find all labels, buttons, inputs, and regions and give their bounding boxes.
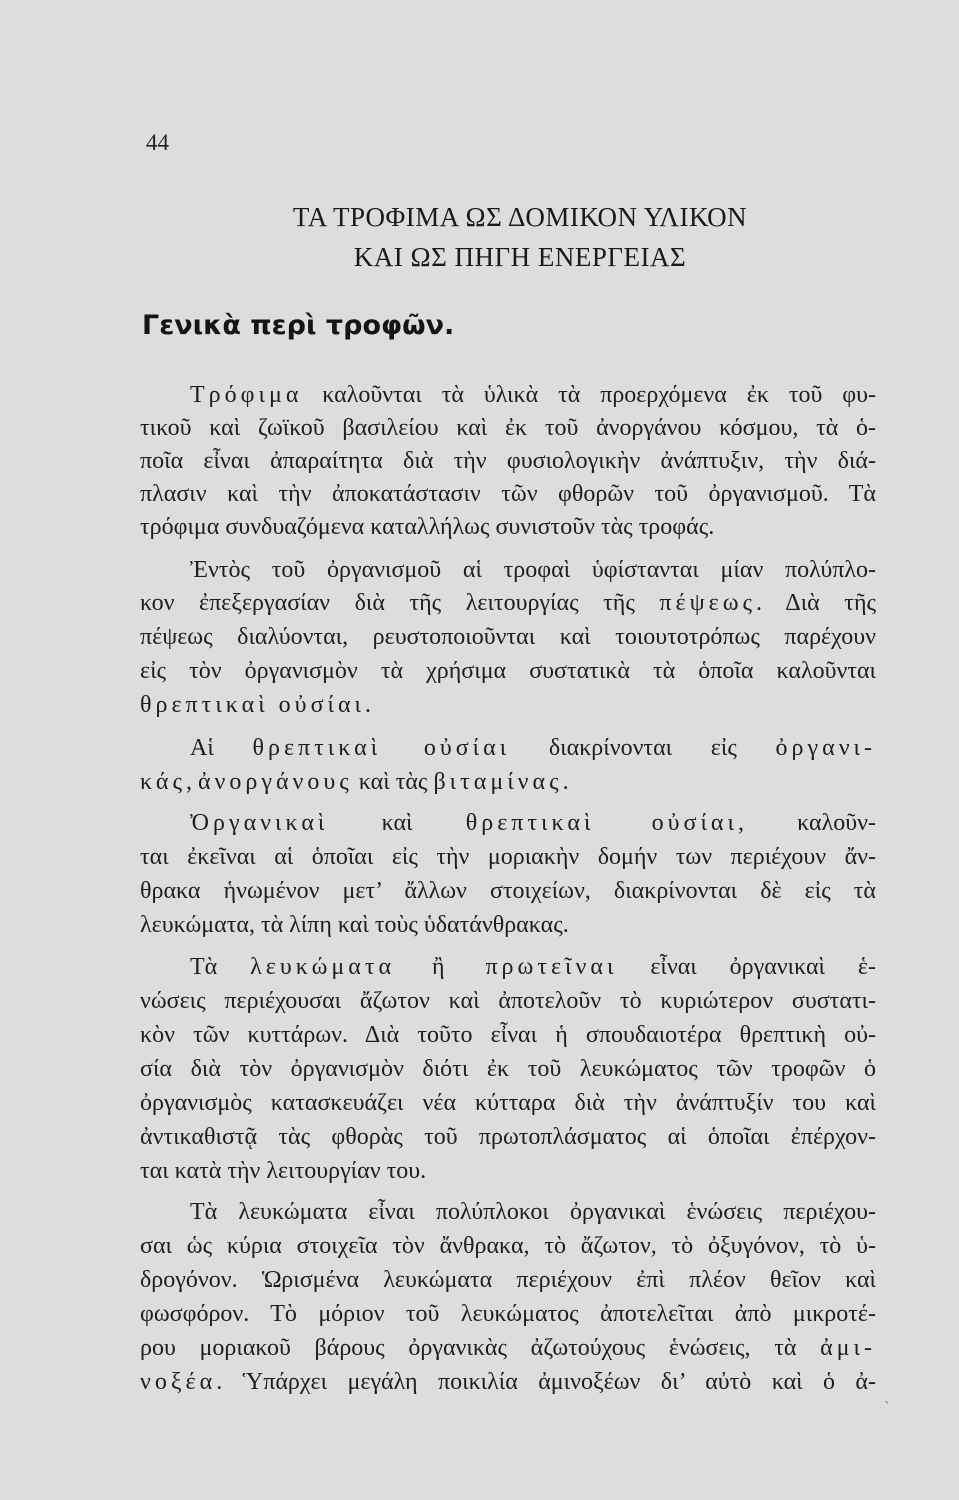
text-line: θρεπτικαὶ οὐσίαι. (140, 692, 371, 718)
text-line: Τὰ λευκώματα εἶναι πολύπλοκοι ὀργανικαὶ ἑνώσεις περιέχου- (190, 1199, 876, 1225)
text-line: νοξέα. Ὑπάρχει μεγάλη ποικιλία ἀμινοξέων δι’ αὐτὸ καὶ ὁ ἀ- (140, 1369, 876, 1395)
text-line: ρου μοριακοῦ βάρους ὀργανικὰς ἀζωτούχους ἑνώσεις, τὰ ἀμι- (140, 1335, 876, 1361)
text-line: κάς, ἀνοργάνους καὶ τὰς βιταμίνας. (140, 769, 569, 795)
text-line: ποῖα εἶναι ἀπαραίτητα διὰ τὴν φυσιολογικὴν ἀνάπτυξιν, τὴν διά- (140, 448, 876, 474)
chapter-title-line-2: ΚΑΙ ΩΣ ΠΗΓΗ ΕΝΕΡΓΕΙΑΣ (353, 242, 687, 272)
section-heading: Γενικὰ περὶ τροφῶν. (142, 310, 455, 341)
text-line: εἰς τὸν ὀργανισμὸν τὰ χρήσιμα συστατικὰ τὰ ὁποῖα καλοῦνται (140, 658, 876, 684)
text-line: Ὀργανικαὶ καὶ θρεπτικαὶ οὐσίαι, καλοῦν- (190, 810, 876, 836)
text-line: σία διὰ τὸν ὀργανισμὸν διότι ἐκ τοῦ λευκώματος τῶν τροφῶν ὁ (140, 1056, 876, 1082)
text-line: Τρόφιμα καλοῦνται τὰ ὑλικὰ τὰ προερχόμενα ἐκ τοῦ φυ- (190, 382, 876, 408)
text-line: φωσφόρον. Τὸ μόριον τοῦ λευκώματος ἀποτελεῖται ἀπὸ μικροτέ- (140, 1301, 876, 1327)
text-line: ἀντικαθιστᾷ τὰς φθορὰς τοῦ πρωτοπλάσματος αἱ ὁποῖαι ἐπέρχον- (140, 1124, 876, 1150)
text-line: τικοῦ καὶ ζωϊκοῦ βασιλείου καὶ ἐκ τοῦ ἀνοργάνου κόσμου, τὰ ὁ- (140, 415, 876, 441)
text-line: τρόφιμα συνδυαζόμενα καταλλήλως συνιστοῦν τὰς τροφάς. (140, 514, 715, 540)
text-line: νώσεις περιέχουσαι ἄζωτον καὶ ἀποτελοῦν τὸ κυριώτερον συστατι- (140, 988, 876, 1014)
text-line: λευκώματα, τὰ λίπη καὶ τοὺς ὑδατάνθρακας. (140, 912, 569, 938)
text-line: Ἐντὸς τοῦ ὀργανισμοῦ αἱ τροφαὶ ὑφίστανται μίαν πολύπλο- (190, 557, 876, 583)
text-line: σαι ὡς κύρια στοιχεῖα τὸν ἄνθρακα, τὸ ἄζωτον, τὸ ὀξυγόνον, τὸ ὑ- (140, 1233, 876, 1259)
text-line: θρακα ἡνωμένον μετ’ ἄλλων στοιχείων, διακρίνονται δὲ εἰς τὰ (140, 878, 876, 904)
text-line: Αἱ θρεπτικαὶ οὐσίαι διακρίνονται εἰς ὀργανι- (190, 735, 876, 761)
text-line: πλασιν καὶ τὴν ἀποκατάστασιν τῶν φθορῶν τοῦ ὀργανισμοῦ. Τὰ (140, 481, 876, 507)
chapter-title-line-1: ΤΑ ΤΡΟΦΙΜΑ ΩΣ ΔΟΜΙΚΟΝ ΥΛΙΚΟΝ (292, 202, 748, 232)
page-number: 44 (146, 130, 169, 155)
text-line: δρογόνον. Ὡρισμένα λευκώματα περιέχουν ἐπὶ πλέον θεῖον καὶ (140, 1267, 876, 1293)
text-line: κὸν τῶν κυττάρων. Διὰ τοῦτο εἶναι ἡ σπουδαιοτέρα θρεπτικὴ οὐ- (140, 1022, 876, 1048)
text-line: ὀργανισμὸς κατασκευάζει νέα κύτταρα διὰ τὴν ἀνάπτυξίν του καὶ (140, 1090, 876, 1116)
text-line: Τὰ λευκώματα ἢ πρωτεῖναι εἶναι ὀργανικαὶ ἑ- (190, 954, 876, 980)
text-line: ται κατὰ τὴν λειτουργίαν του. (140, 1158, 427, 1184)
stray-print-mark: ` (884, 1400, 891, 1416)
text-line: κον ἐπεξεργασίαν διὰ τῆς λειτουργίας τῆς πέψεως. Διὰ τῆς (140, 590, 877, 616)
text-line: πέψεως διαλύονται, ρευστοποιοῦνται καὶ τοιουτοτρόπως παρέχουν (140, 624, 876, 650)
text-line: ται ἐκεῖναι αἱ ὁποῖαι εἰς τὴν μοριακὴν δομήν των περιέχουν ἄν- (140, 844, 876, 870)
